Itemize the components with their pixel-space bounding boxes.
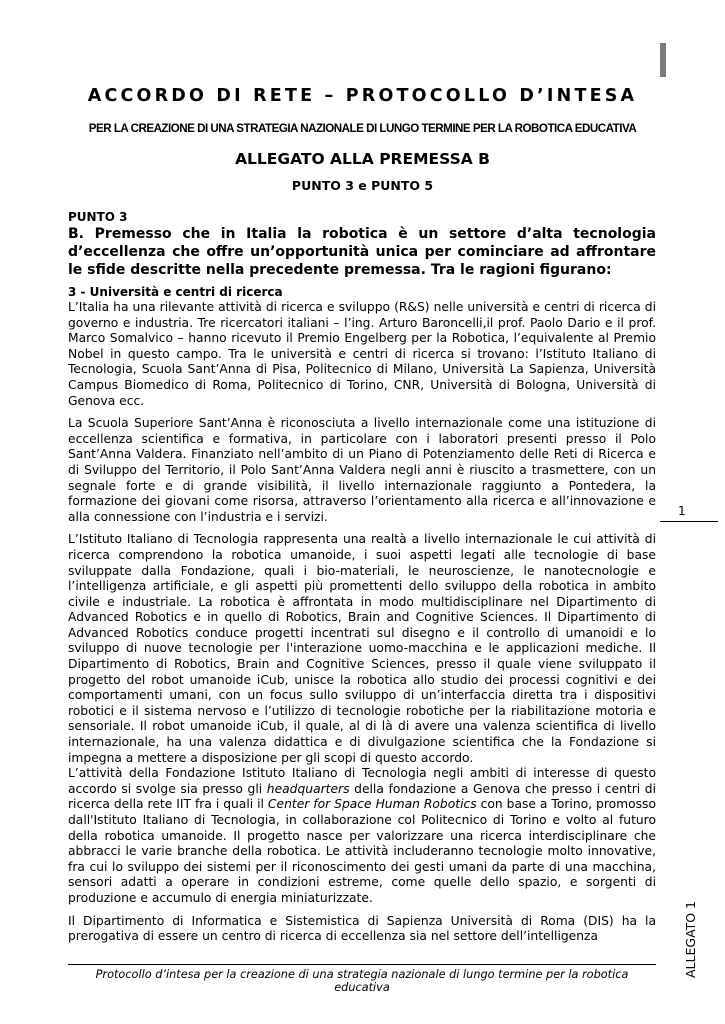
intro-paragraph: B. Premesso che in Italia la robotica è un settore d’alta tecnologia d’eccellenza che offre un’opportunità unica per cominciare ad affrontare le sfide descritte nella precedente premessa. Tra le ragioni figurano: [68,226,656,278]
paragraph-5: Il Dipartimento di Informatica e Sistemistica di Sapienza Università di Roma (DIS) ha la prerogativa di essere un centro di ricerca di eccellenza sia nel settore dell’intelligenza [68,913,656,944]
side-label: ALLEGATO 1 [683,900,698,978]
paragraph-4-part-a: L’attività della Fondazione Istituto Italiano di Tecnologia negli ambiti di interesse di questo accordo si svolge sia presso gli [68,766,656,796]
side-label-container [683,878,699,978]
paragraph-2: La Scuola Superiore Sant’Anna è riconosciuta a livello internazionale come una istituzione di eccellenza scientifica e formativa, in particolare con i laboratori presenti presso il Polo Sant’Anna Valdera. Finanziato nell’ambito di un Piano di Potenziamento delle Reti di Ricerca e di Sviluppo del Territorio, il Polo Sant’Anna Valdera negli anni è riuscito a trasmettere, con un segnale forte e di grande visibilità, il livello internazionale raggiunto a Pontedera, la formazione dei giovani come risorsa, attraverso l’orientamento alla ricerca e all’innovazione e alla connessione con l’industria e i servizi. [68,416,656,524]
annex-subtitle: PUNTO 3 e PUNTO 5 [291,178,434,193]
footer-text: Protocollo d’intesa per la creazione di una strategia nazionale di lungo termine per la robotica educativa [95,968,629,994]
document-subtitle: PER LA CREAZIONE DI UNA STRATEGIA NAZIONALE DI LUNGO TERMINE PER LA ROBOTICA EDUCATIVA [88,122,637,135]
paragraph-4-part-e: con base a Torino, promosso dall'Istituto Italiano di Tecnologia, in collaborazione col Politecnico di Torino e volto al futuro della robotica umanoide. Il progetto nasce per valorizzare una ricerca interdisciplinare che abbracci le varie branche della robotica. Le attività includeranno tecnologie molto innovative, fra cui lo sviluppo dei sistemi per il riconoscimento dei gesti umani da parte di una macchina, sensori adatti a operare in condizioni estreme, come quelle dello spazio, e sorgenti di produzione e accumulo di energia miniaturizzate. [68,797,656,905]
paragraph-3: L’Istituto Italiano di Tecnologia rappresenta una realtà a livello internazionale le cui attività di ricerca comprendono la robotica umanoide, i suoi aspetti legati alle tecnologie di base sviluppate dalla Fondazione, quali i bio-materiali, le neuroscienze, le nanotecnologie e l’intelligenza artificiale, e gli aspetti più promettenti dello sviluppo della robotica in ambito civile e industriale. La robotica è affrontata in modo multidisciplinare nel Dipartimento di Advanced Robotics e in quello di Robotics, Brain and Cognitive Sciences. Il Dipartimento di Advanced Robotics conduce progetti incentrati sul disegno e il controllo di umanoidi e lo sviluppo di nuove tecnologie per l'interazione uomo-macchina e le applicazioni mediche. Il Dipartimento di Robotics, Brain and Cognitive Sciences, presso il quale viene sviluppato il progetto del robot umanoide iCub, unisce la robotica allo studio dei processi cognitivi e dei comportamenti umani, con un focus sullo sviluppo di un’interfaccia diretta tra i dispositivi robotici e il sistema nervoso e l’utilizzo di tecnologie robotiche per la riabilitazione motoria e sensoriale. Il robot umanoide iCub, il quale, al di là di avere una valenza scientifica di livello internazionale, ha una valenza didattica e di divulgazione scientifica che la Fondazione si impegna a mettere a disposizione per gli scopi di questo accordo. [68,532,656,765]
section-heading: 3 - Università e centri di ricerca [68,285,283,299]
corner-marker [660,43,666,77]
punto-label: PUNTO 3 [68,210,128,224]
page-number: 1 [678,504,686,518]
headquarters-term: headquarters [266,781,350,796]
footer-rule [68,964,656,965]
page-number-rule [660,521,718,522]
document-body [68,210,656,945]
paragraph-1: L’Italia ha una rilevante attività di ricerca e sviluppo (R&S) nelle università e centri di ricerca di governo e industria. Tre ricercatori italiani – l’ing. Arturo Baroncelli,il prof. Paolo Dario e il prof. Marco Somalvico – hanno ricevuto il Premio Engelberg per la Robotica, l’equivalente al Premio Nobel in questo campo. Tra le università e centri di ricerca si trovano: l’Istituto Italiano di Tecnologia, Scuola Sant’Anna di Pisa, Politecnico di Milano, Università La Sapienza, Università Campus Biomedico di Roma, Politecnico di Torino, CNR, Università di Bologna, Università di Genova ecc. [68,300,656,408]
paragraph-4 [68,766,656,906]
document-title: ACCORDO DI RETE – PROTOCOLLO D’INTESA [87,86,638,106]
center-name: Center for Space Human Robotics [267,797,477,812]
paragraph-4-part-c: della fondazione a Genova che presso i centri di ricerca della rete IIT fra i quali il [68,781,657,812]
annex-title: ALLEGATO ALLA PREMESSA B [235,150,490,168]
